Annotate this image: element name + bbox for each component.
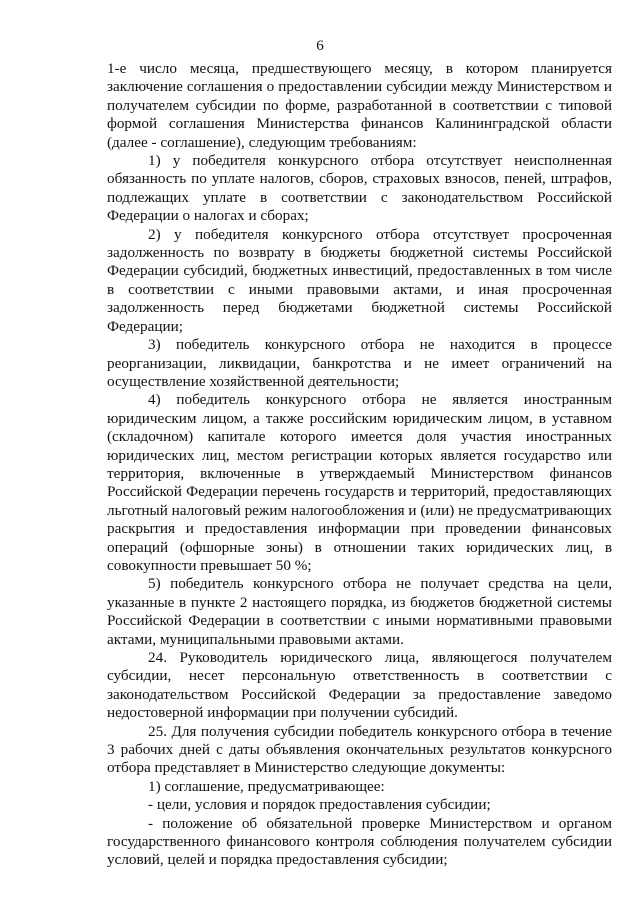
page-number: 6 <box>316 38 324 54</box>
agreement-provision-goals: - цели, условия и порядок предоставления субсидии; <box>148 796 491 814</box>
requirement-2: 2) у победителя конкурсного отбора отсутствует просроченная задолженность по возврату в бюджеты бюджетной системы Российской Федерации субсидий, бюджетных инвестиций, предоставленных в том числе в соответствии с иными правовыми актами, и иная просроченная задолженность перед бюджетами бюджетной системы Российской Федерации; <box>107 225 612 335</box>
paragraph-continuation: 1-е число месяца, предшествующего месяцу, в котором планируется заключение соглашения о предоставлении субсидии между Министерством и получателем субсидии по форме, разработанной в соответствии с типовой формой соглашения Министерства финансов Калининградской области (далее - соглашение), следующим требованиям: <box>107 60 612 151</box>
requirement-4: 4) победитель конкурсного отбора не является иностранным юридическим лицом, а также российским юридическим лицом, в уставном (складочном) капитале которого имеется доля участия иностранных юридических лиц, местом регистрации которых является государство или территория, включенные в утверждаемый Министерством финансов Российской Федерации перечень государств и территорий, предоставляющих льготный налоговый режим налогообложения и (или) не предусматривающих раскрытия и предоставления информации при проведении финансовых операций (офшорные зоны) в отношении таких юридических лиц, в совокупности превышает 50 %; <box>107 391 612 574</box>
agreement-provision-control: - положение об обязательной проверке Министерством и органом государственного финансового контроля соблюдения получателем субсидии условий, целей и порядка предоставления субсидии; <box>107 814 612 869</box>
document-item-1: 1) соглашение, предусматривающее: <box>148 777 385 795</box>
requirement-1: 1) у победителя конкурсного отбора отсутствует неисполненная обязанность по уплате налогов, сборов, страховых взносов, пеней, штрафов, подлежащих уплате в соответствии с законодательством Российской Федерации о налогах и сборах; <box>107 152 612 225</box>
clause-25: 25. Для получения субсидии победитель конкурсного отбора в течение 3 рабочих дней с даты объявления окончательных результатов конкурсного отбора представляет в Министерство следующие документы: <box>107 722 612 777</box>
requirement-3: 3) победитель конкурсного отбора не находится в процессе реорганизации, ликвидации, банкротства и не имеет ограничений на осуществление хозяйственной деятельности; <box>107 336 612 390</box>
document-body <box>107 60 612 870</box>
requirement-5: 5) победитель конкурсного отбора не получает средства на цели, указанные в пункте 2 настоящего порядка, из бюджетов бюджетной системы Российской Федерации в соответствии с иными нормативными правовыми актами, муниципальными правовыми актами. <box>107 575 612 648</box>
clause-24: 24. Руководитель юридического лица, являющегося получателем субсидии, несет персональную ответственность в соответствии с законодательством Российской Федерации за предоставление заведомо недостоверной информации при получении субсидий. <box>107 649 612 722</box>
